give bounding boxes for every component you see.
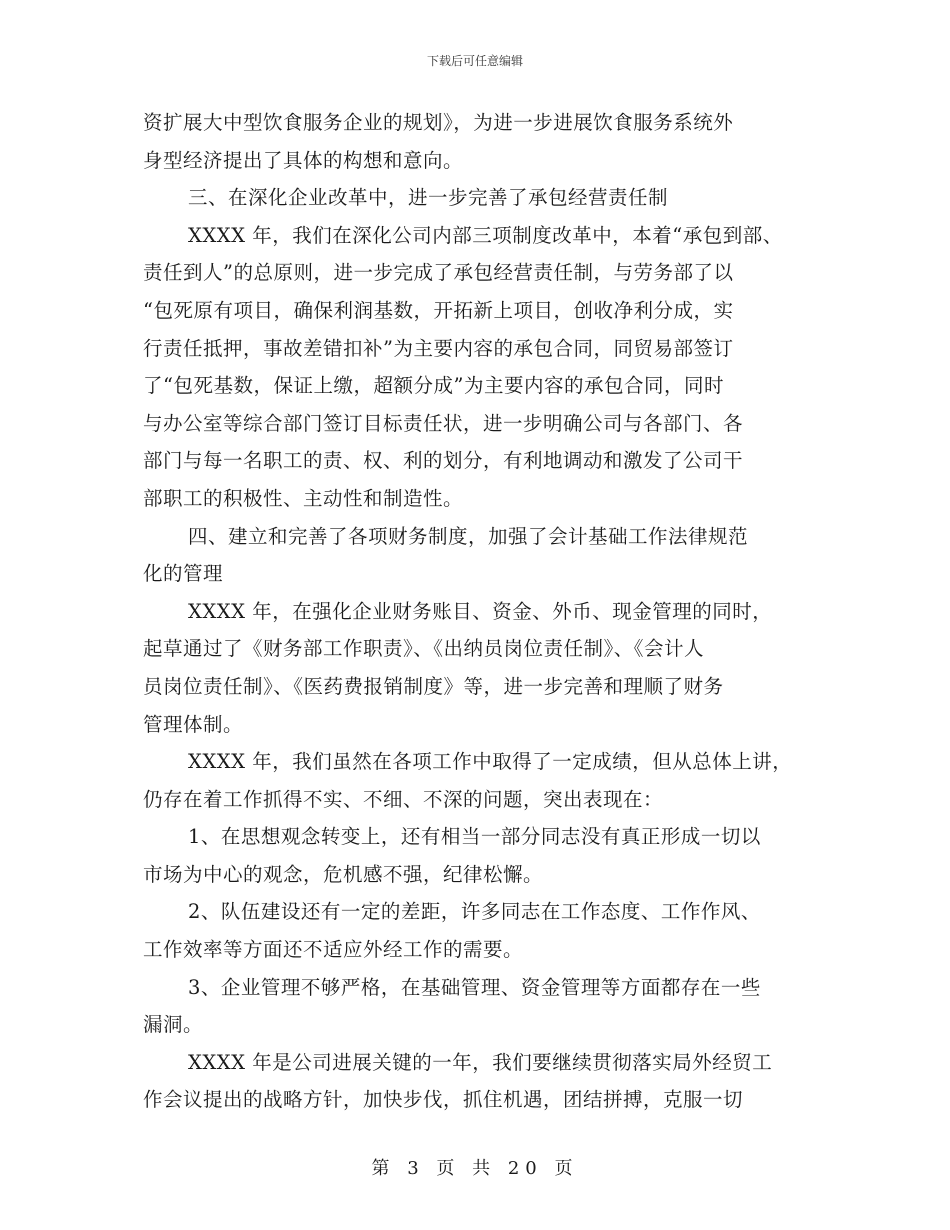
- text-line: 员岗位责任制》、《医药费报销制度》等，进一步完善和理顺了财务: [143, 674, 724, 698]
- text-line: 部门与每一名职工的责、权、利的划分，有利地调动和激发了公司干: [143, 449, 744, 473]
- text-line: 四、建立和完善了各项财务制度，加强了会计基础工作法律规范: [188, 524, 749, 548]
- text-line: 资扩展大中型饮食服务企业的规划》，为进一步进展饮食服务系统外: [143, 111, 734, 134]
- text-line: 1、在思想观念转变上，还有相当一部分同志没有真正形成一切以: [188, 825, 761, 849]
- text-line: 管理体制。: [143, 712, 244, 736]
- page-header: 下载后可任意编辑: [426, 54, 523, 68]
- text-line: XXXX 年，在强化企业财务账目、资金、外币、现金管理的同时，: [188, 599, 773, 623]
- text-line: 部职工的积极性、主动性和制造性。: [143, 486, 464, 510]
- text-line: 作会议提出的战略方针，加快步伐，抓住机遇，团结拼搏，克服一切: [143, 1088, 744, 1112]
- text-line: 三、在深化企业改革中，进一步完善了承包经营责任制: [188, 186, 669, 210]
- text-line: 化的管理: [143, 562, 224, 586]
- text-line: 责任到人”的总原则，进一步完成了承包经营责任制，与劳务部了以: [143, 261, 734, 285]
- text-line: 工作效率等方面还不适应外经工作的需要。: [143, 938, 524, 962]
- page-footer: 第 3 页 共 20 页: [371, 1158, 579, 1179]
- document-body: [143, 104, 815, 1119]
- text-line: XXXX 年，我们在深化公司内部三项制度改革中，本着“承包到部、: [188, 223, 783, 247]
- text-line: 2、队伍建设还有一定的差距，许多同志在工作态度、工作作风、: [188, 900, 761, 924]
- text-line: 3、企业管理不够严格，在基础管理、资金管理等方面都存在一些: [188, 975, 761, 999]
- text-line: 漏洞。: [143, 1013, 204, 1037]
- text-line: 身型经济提出了具体的构想和意向。: [143, 148, 464, 172]
- text-line: XXXX 年是公司进展关键的一年，我们要继续贯彻落实局外经贸工: [188, 1050, 773, 1074]
- text-line: 仍存在着工作抓得不实、不细、不深的问题，突出表现在：: [143, 787, 664, 811]
- text-line: 了“包死基数，保证上缴，超额分成”为主要内容的承包合同，同时: [143, 374, 724, 398]
- text-line: 与办公室等综合部门签订目标责任状，进一步明确公司与各部门、各: [143, 411, 744, 435]
- text-line: 市场为中心的观念，危机感不强，纪律松懈。: [143, 862, 544, 886]
- text-line: “包死原有项目，确保利润基数，开拓新上项目，创收净利分成，实: [143, 298, 734, 322]
- text-line: 行责任抵押，事故差错扣补”为主要内容的承包合同，同贸易部签订: [143, 336, 734, 360]
- text-line: 起草通过了《财务部工作职责》、《出纳员岗位责任制》、《会计人: [143, 637, 705, 661]
- text-line: XXXX 年，我们虽然在各项工作中取得了一定成绩，但从总体上讲，: [188, 750, 793, 774]
